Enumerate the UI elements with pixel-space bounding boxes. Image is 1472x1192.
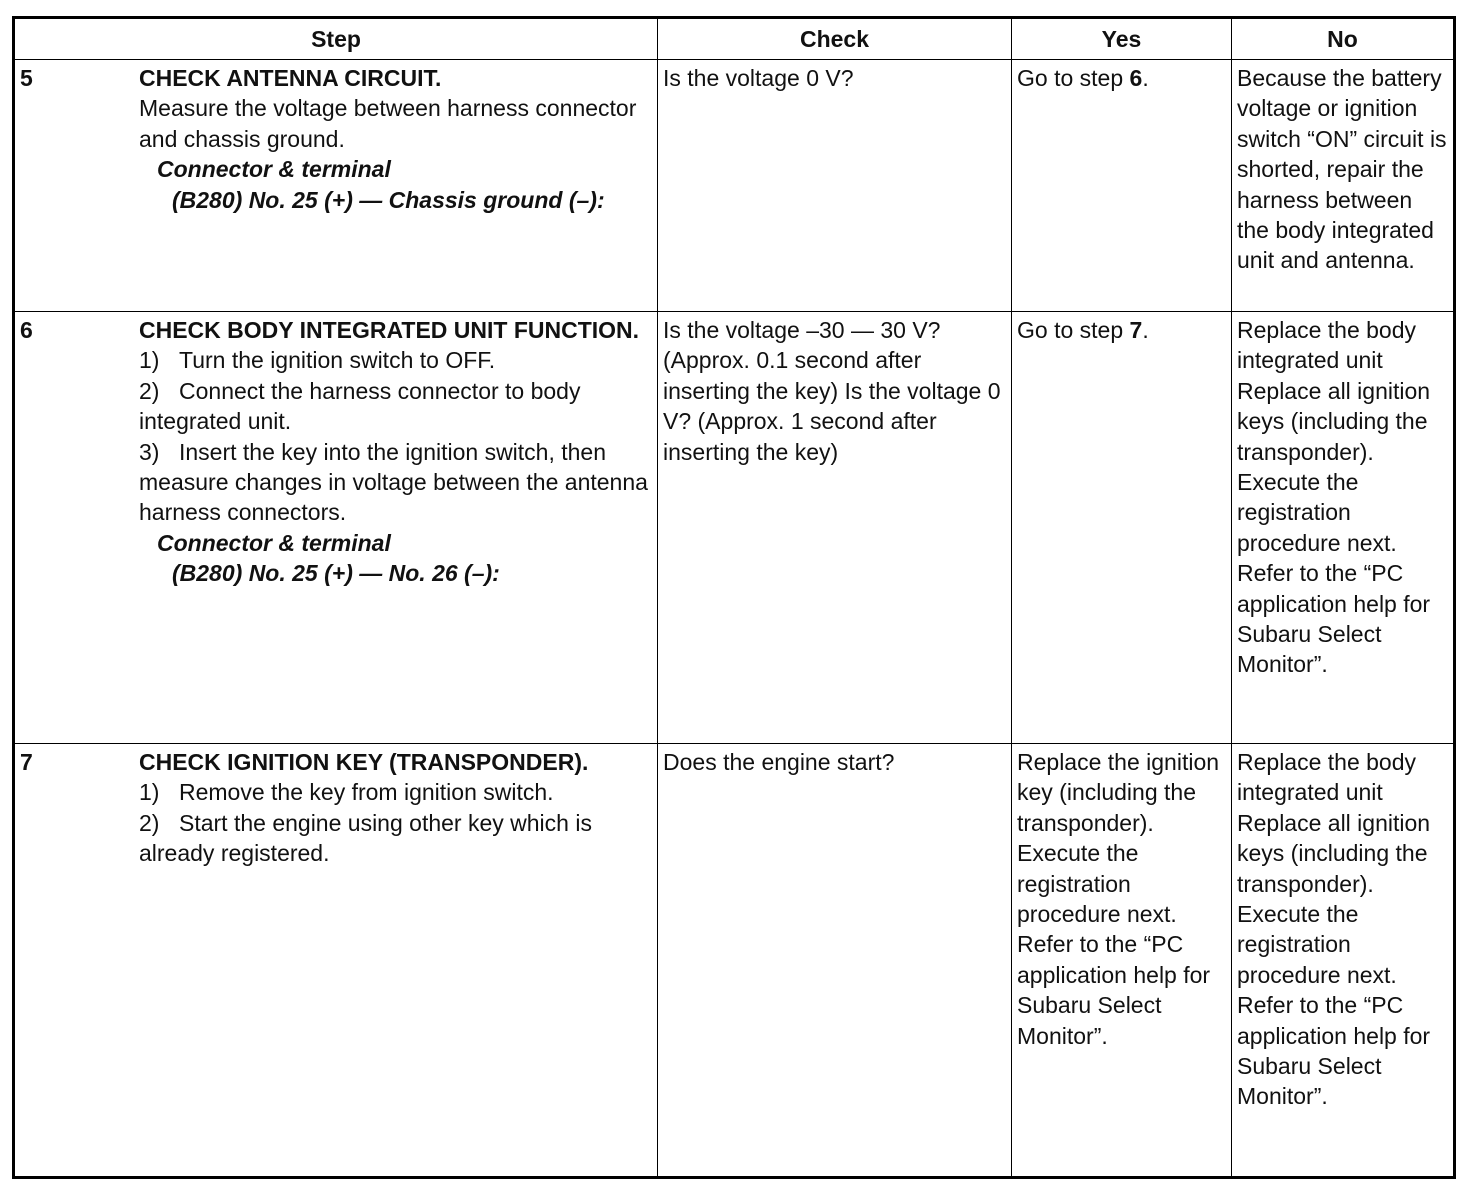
connector-terminal-label: Connector & terminal	[157, 529, 391, 556]
yes-cell	[1012, 60, 1232, 312]
no-cell	[1232, 312, 1455, 744]
no-text-line-1: Replace the body integrated unit	[1237, 317, 1417, 374]
connector-terminal-value: (B280) No. 25 (+) — Chassis ground (–):	[172, 186, 605, 213]
yes-step-number: 6	[1129, 65, 1143, 91]
header-check: Check	[658, 18, 1012, 60]
yes-step-number: 7	[1129, 317, 1143, 343]
header-row	[14, 18, 1455, 60]
table-row-step-5	[14, 60, 1455, 312]
table-row-step-7	[14, 744, 1455, 1178]
step-body	[139, 315, 652, 589]
header-no: No	[1232, 18, 1455, 60]
yes-cell	[1012, 744, 1232, 1178]
step-cell	[14, 60, 658, 312]
connector-terminal-value: (B280) No. 25 (+) — No. 26 (–):	[172, 560, 500, 587]
check-cell	[658, 60, 1012, 312]
step-number: 6	[20, 317, 33, 343]
diagnostic-table	[12, 16, 1456, 1179]
yes-suffix: .	[1142, 65, 1149, 91]
no-cell	[1232, 744, 1455, 1178]
step-title: CHECK IGNITION KEY (TRANSPONDER).	[139, 749, 589, 775]
check-text: Does the engine start?	[663, 749, 895, 775]
step-cell	[14, 744, 658, 1178]
substep-2: 2) Start the engine using other key which is already registered.	[139, 809, 592, 867]
no-cell	[1232, 60, 1455, 312]
yes-suffix: .	[1142, 317, 1149, 343]
table-row-step-6	[14, 312, 1455, 744]
substep-3: 3) Insert the key into the ignition switch, then measure changes in voltage between the antenna harness connectors.	[139, 438, 648, 526]
step-body	[139, 747, 652, 869]
step-title: CHECK BODY INTEGRATED UNIT FUNCTION.	[139, 317, 640, 343]
substep-2: 2) Connect the harness connector to body integrated unit.	[139, 377, 581, 435]
connector-terminal-label: Connector & terminal	[157, 156, 391, 183]
check-cell	[658, 744, 1012, 1178]
substep-1: 1) Turn the ignition switch to OFF.	[139, 347, 496, 374]
check-text: Is the voltage 0 V?	[663, 65, 854, 91]
step-number: 7	[20, 749, 33, 775]
substep-1: 1) Remove the key from ignition switch.	[139, 779, 554, 806]
yes-prefix: Go to step	[1017, 65, 1130, 91]
header-yes: Yes	[1012, 18, 1232, 60]
step-title: CHECK ANTENNA CIRCUIT.	[139, 65, 442, 91]
step-body	[139, 63, 652, 215]
check-text: Is the voltage –30 — 30 V? (Approx. 0.1 second after inserting the key) Is the voltage 0 V? (Approx. 1 second after inserting the key)	[663, 317, 1001, 465]
yes-prefix: Go to step	[1017, 317, 1130, 343]
no-text-line-2: Replace all ignition keys (including the transponder). Execute the registration procedure next. Refer to the “PC application help for Subaru Select Monitor”.	[1237, 809, 1431, 1110]
no-text: Because the battery voltage or ignition switch “ON” circuit is shorted, repair the harness between the body integrated unit and antenna.	[1237, 65, 1447, 274]
yes-text: Replace the ignition key (including the transponder). Execute the registration procedure next. Refer to the “PC application help for Subaru Select Monitor”.	[1017, 749, 1220, 1049]
step-number: 5	[20, 65, 33, 91]
step-cell	[14, 312, 658, 744]
no-text-line-1: Replace the body integrated unit	[1237, 749, 1417, 806]
header-step: Step	[14, 18, 658, 60]
no-text-line-2: Replace all ignition keys (including the transponder). Execute the registration procedure next. Refer to the “PC application help for Subaru Select Monitor”.	[1237, 377, 1431, 678]
step-instruction: Measure the voltage between harness connector and chassis ground.	[139, 95, 637, 152]
yes-cell	[1012, 312, 1232, 744]
check-cell	[658, 312, 1012, 744]
